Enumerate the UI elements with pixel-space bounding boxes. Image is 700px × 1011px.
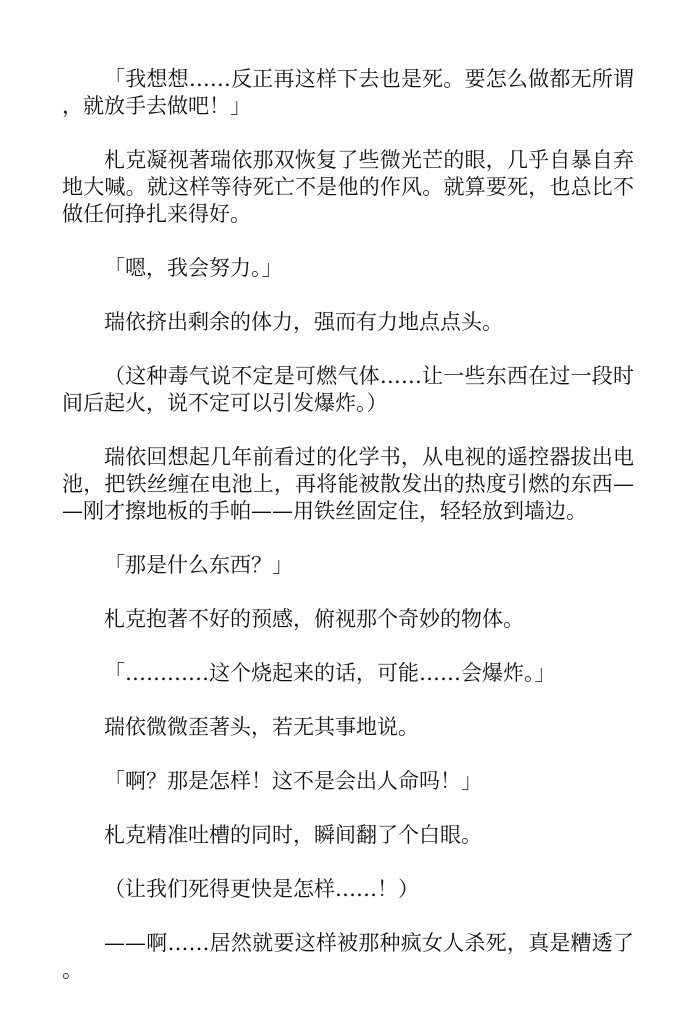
paragraph: 札克凝视著瑞依那双恢复了些微光芒的眼，几乎自暴自弃地大喊。就这样等待死亡不是他的作风。就算要死，也总比不做任何挣扎来得好。 bbox=[62, 148, 634, 226]
paragraph: 「…………这个烧起来的话，可能……会爆炸。」 bbox=[104, 661, 556, 685]
paragraph: 「那是什么东西？」 bbox=[104, 553, 293, 577]
paragraph: 札克精准吐槽的同时，瞬间翻了个白眼。 bbox=[104, 823, 482, 847]
paragraph: 「嗯，我会努力。」 bbox=[104, 256, 283, 280]
body-text bbox=[62, 66, 634, 1011]
paragraph: 瑞依回想起几年前看过的化学书，从电视的遥控器拔出电池，把铁丝缠在电池上，再将能被散发出的热度引燃的东西——刚才擦地板的手帕——用铁丝固定住，轻轻放到墙边。 bbox=[62, 445, 634, 523]
paragraph: 瑞依挤出剩余的体力，强而有力地点点头。 bbox=[104, 310, 503, 334]
paragraph: （让我们死得更快是怎样……！） bbox=[104, 877, 419, 901]
paragraph: 瑞依微微歪著头，若无其事地说。 bbox=[104, 715, 419, 739]
paragraph: 「啊？那是怎样！这不是会出人命吗！」 bbox=[104, 769, 482, 793]
paragraph: 「我想想……反正再这样下去也是死。要怎么做都无所谓，就放手去做吧！」 bbox=[62, 67, 634, 118]
paragraph: 札克抱著不好的预感，俯视那个奇妙的物体。 bbox=[104, 607, 524, 631]
paragraph: ——啊……居然就要这样被那种疯女人杀死，真是糟透了。 bbox=[62, 931, 634, 982]
paragraph: （这种毒气说不定是可燃气体……让一些东西在过一段时间后起火，说不定可以引发爆炸。） bbox=[62, 364, 634, 415]
